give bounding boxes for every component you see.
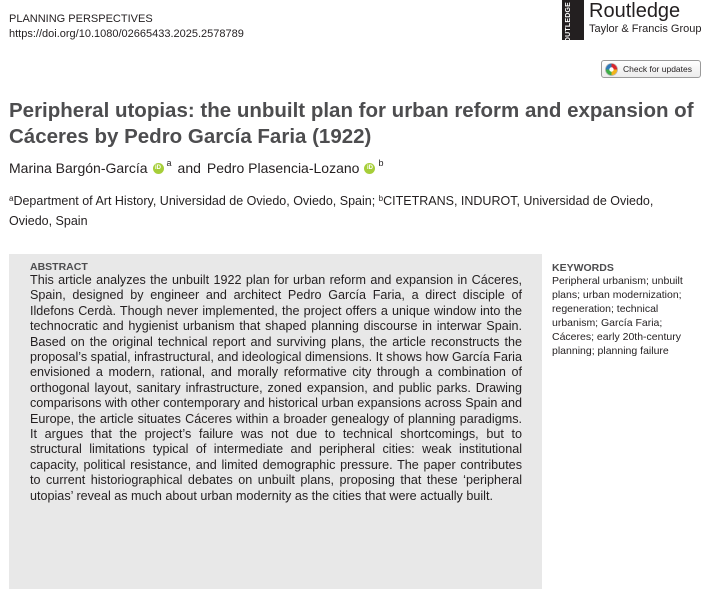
keywords-heading: KEYWORDS xyxy=(552,262,614,274)
check-for-updates-button[interactable] xyxy=(601,60,701,78)
publisher-mark-text: ROUTLEDGE xyxy=(565,2,572,48)
affiliation-marker: b xyxy=(378,194,384,203)
check-for-updates-label: Check for updates xyxy=(623,64,692,74)
routledge-mark-icon xyxy=(562,0,584,48)
orcid-icon[interactable]: iD xyxy=(364,163,375,174)
author-line xyxy=(9,158,383,178)
author-name[interactable]: Marina Bargón-García xyxy=(9,160,148,176)
keywords-panel xyxy=(552,262,702,358)
publisher-logo xyxy=(562,0,702,48)
publisher-subtitle: Taylor & Francis Group xyxy=(589,23,702,35)
article-title: Peripheral utopias: the unbuilt plan for urban reform and expansion of Cáceres by Pedro García Faria (1922) xyxy=(9,99,694,148)
abstract-box xyxy=(9,254,542,589)
affiliation-marker: a xyxy=(9,194,14,203)
orcid-icon[interactable]: iD xyxy=(153,163,164,174)
journal-name: PLANNING PERSPECTIVES xyxy=(9,13,153,25)
affiliation-text: CITETRANS, INDUROT, Universidad de Oviedo, Oviedo, Spain xyxy=(9,194,654,228)
doi-link[interactable]: https://doi.org/10.1080/02665433.2025.2578789 xyxy=(9,28,244,40)
abstract-heading: ABSTRACT xyxy=(30,261,88,273)
affiliations xyxy=(9,192,699,230)
author-name[interactable]: Pedro Plasencia-Lozano xyxy=(206,160,360,176)
affiliation-text: Department of Art History, Universidad de Oviedo, Oviedo, Spain; xyxy=(13,194,379,208)
publisher-name: Routledge xyxy=(589,0,681,22)
abstract-text: This article analyzes the unbuilt 1922 plan for urban reform and expansion in Cáceres, Spain, designed by engineer and architect Pedro García Faria, a direct disciple of Ildefons Cerdà. Though never implemented, the project offers a unique window into the technocratic and hygienist urbanism that shaped planning discourse in interwar Spain. Based on the original technical report and surviving plans, the article reconstructs the proposal’s spatial, infrastructural, and ideological dimensions. It shows how García Faria envisioned a modern, rational, and morally reformative city through a combination of orthogonal layout, sanitary infrastructure, zoned expansion, and public parks. Drawing comparisons with other contemporary and historical urban expansions across Spain and Europe, the article situates Cáceres within a broader genealogy of planning paradigms. It argues that the project’s failure was not due to technical shortcomings, but to structural limitations typical of intermediate and peripheral cities: weak institutional capacity, political resistance, and limited demographic pressure. The paper contributes to current historiographical debates on unbuilt plans, proposing that these ‘peripheral utopias’ reveal as much about urban modernity as the cities that were actually built. xyxy=(30,273,522,503)
author-conjunction: and xyxy=(177,160,201,176)
affiliation-marker: a xyxy=(166,158,172,168)
keywords-text: Peripheral urbanism; unbuilt plans; urban modernization; regeneration; technical urbanism; García Faria; Cáceres; early 20th-century planning; planning failure xyxy=(552,275,683,357)
affiliation-marker: b xyxy=(378,158,384,168)
journal-header xyxy=(9,12,244,42)
crossmark-icon xyxy=(605,63,618,76)
